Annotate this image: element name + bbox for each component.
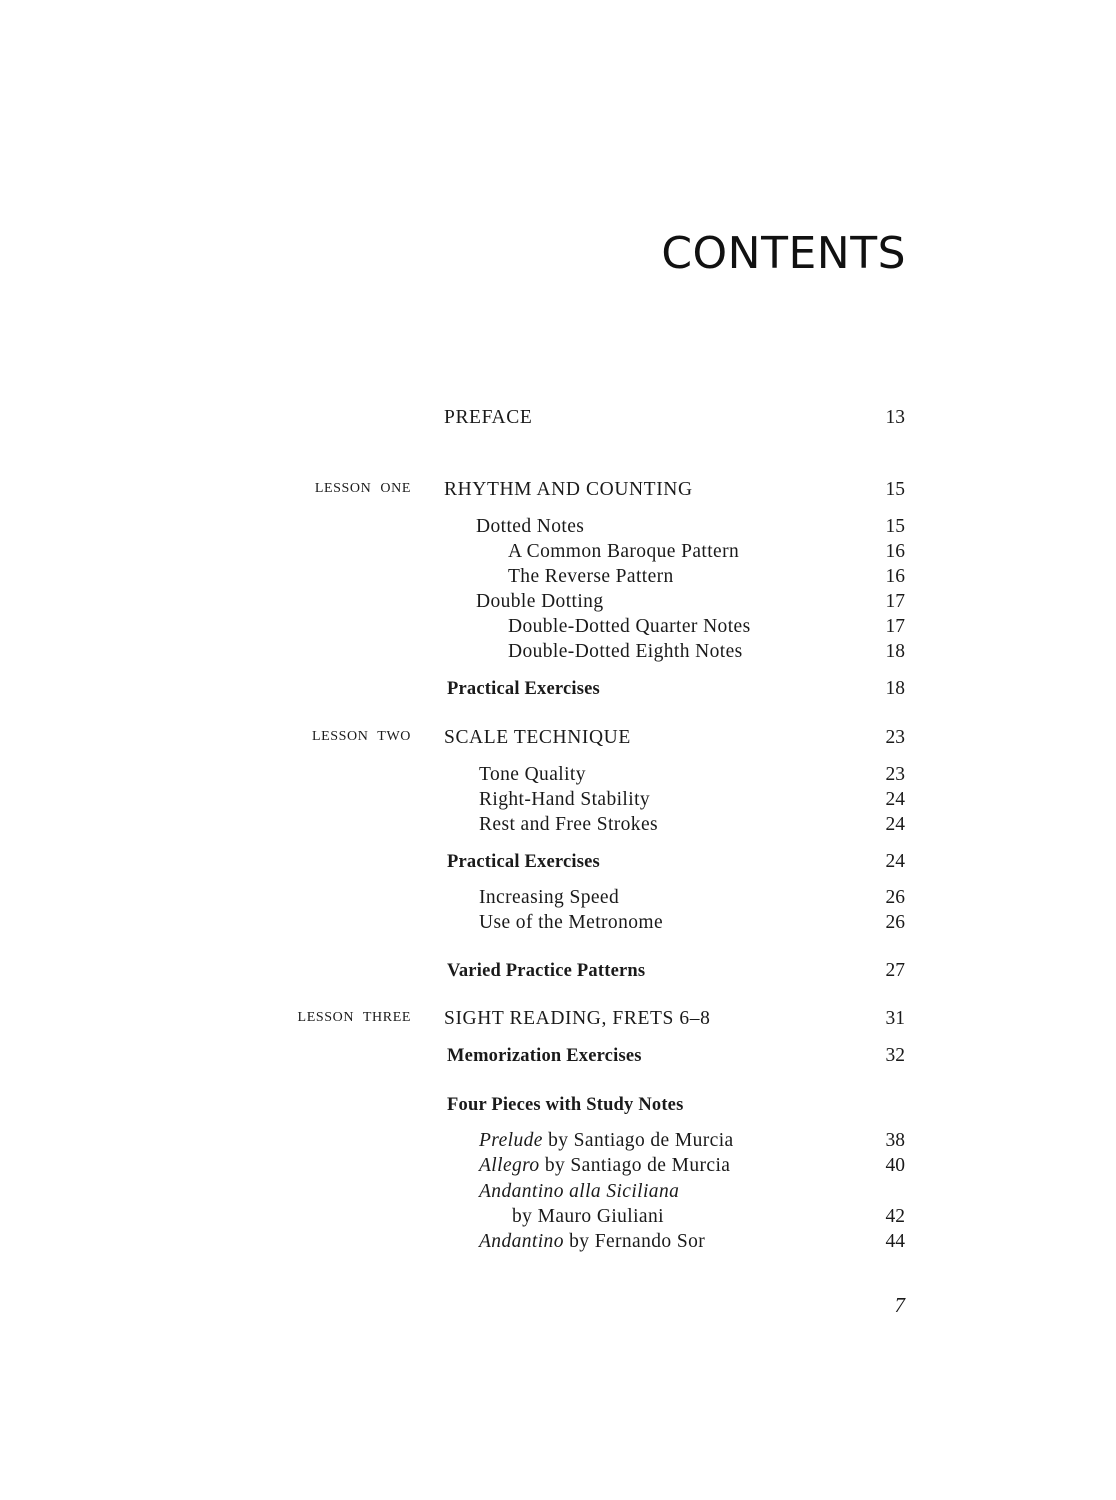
toc-entry (0, 911, 1116, 935)
toc-page-number: 17 (885, 591, 905, 612)
toc-entry-label: Practical Exercises (447, 852, 600, 872)
toc-entry (0, 886, 1116, 910)
toc-entry (0, 763, 1116, 787)
toc-entry-label: Practical Exercises (447, 679, 600, 699)
toc-entry-label: Four Pieces with Study Notes (447, 1095, 684, 1115)
toc-entry (0, 1093, 1116, 1117)
toc-entry-label: The Reverse Pattern (508, 566, 674, 587)
toc-page-number: 16 (885, 566, 905, 587)
toc-entry-label: Double Dotting (476, 591, 604, 612)
lesson-label: LESSON TWO (311, 729, 411, 744)
toc-entry (0, 677, 1116, 701)
lesson-label: LESSON ONE (314, 481, 411, 496)
toc-entry (0, 959, 1116, 983)
lesson-label: LESSON THREE (297, 1010, 411, 1025)
toc-entry-lesson-one (0, 478, 1116, 502)
toc-page-number: 18 (885, 641, 905, 662)
page-title: CONTENTS (661, 228, 906, 279)
toc-entry-label (479, 1154, 730, 1178)
toc-page-number: 40 (885, 1155, 905, 1176)
toc-entry-label: A Common Baroque Pattern (508, 541, 740, 562)
piece-title: Prelude (479, 1130, 543, 1151)
toc-page-number: 16 (885, 541, 905, 562)
toc-entry (0, 1154, 1116, 1178)
toc-entry-label: Increasing Speed (479, 887, 620, 908)
toc-entry-label: SIGHT READING, FRETS 6–8 (444, 1008, 711, 1029)
piece-title: Allegro (479, 1155, 540, 1176)
piece-composer: by Santiago de Murcia (539, 1155, 731, 1176)
toc-page-number: 23 (885, 727, 905, 748)
toc-page-number: 17 (885, 616, 905, 637)
toc-page-number: 13 (885, 407, 905, 428)
toc-entry (0, 1129, 1116, 1153)
piece-composer: by Santiago de Murcia (542, 1130, 734, 1151)
piece-composer: by Mauro Giuliani (512, 1206, 664, 1227)
toc-page-number: 38 (885, 1130, 905, 1151)
toc-page-number: 15 (885, 516, 905, 537)
piece-title: Andantino (479, 1231, 564, 1252)
toc-entry-label: Double-Dotted Eighth Notes (508, 641, 743, 662)
toc-entry-label: Memorization Exercises (447, 1046, 642, 1066)
toc-entry-label: Varied Practice Patterns (447, 961, 646, 981)
toc-entry (0, 1230, 1116, 1254)
toc-entry-label: Use of the Metronome (479, 912, 663, 933)
toc-page-number: 32 (885, 1045, 905, 1066)
toc-entry-label (479, 1129, 734, 1153)
toc-page-number: 26 (885, 887, 905, 908)
toc-entry-label: Rest and Free Strokes (479, 814, 658, 835)
toc-entry-label: Dotted Notes (476, 516, 585, 537)
toc-page-number: 24 (885, 789, 905, 810)
toc-page-number: 27 (885, 960, 905, 981)
toc-entry (0, 813, 1116, 837)
toc-entry-label: Tone Quality (479, 764, 586, 785)
toc-entry-preface (0, 406, 1116, 430)
toc-entry (0, 788, 1116, 812)
toc-page-number: 31 (885, 1008, 905, 1029)
toc-page-number: 44 (885, 1231, 905, 1252)
toc-entry-label: RHYTHM AND COUNTING (444, 479, 693, 500)
toc-entry-label (479, 1230, 705, 1254)
toc-entry-label: PREFACE (444, 407, 533, 428)
piece-title: Andantino alla Siciliana (479, 1181, 680, 1202)
toc-entry-lesson-three (0, 1007, 1116, 1031)
toc-entry (0, 640, 1116, 664)
toc-entry (0, 1205, 1116, 1229)
toc-entry-label: SCALE TECHNIQUE (444, 727, 631, 748)
toc-page-number: 23 (885, 764, 905, 785)
toc-entry-label: Right-Hand Stability (479, 789, 651, 810)
toc-page-number: 24 (885, 814, 905, 835)
toc-entry-label (479, 1180, 679, 1204)
toc-entry (0, 850, 1116, 874)
toc-entry (0, 565, 1116, 589)
toc-entry-label: Double-Dotted Quarter Notes (508, 616, 751, 637)
toc-entry (0, 515, 1116, 539)
toc-page-number: 24 (885, 851, 905, 872)
toc-page-number: 15 (885, 479, 905, 500)
toc-page-number: 42 (885, 1206, 905, 1227)
toc-entry (0, 615, 1116, 639)
toc-entry (0, 590, 1116, 614)
toc-entry (0, 1180, 1116, 1204)
piece-composer: by Fernando Sor (563, 1231, 706, 1252)
toc-page-number: 26 (885, 912, 905, 933)
toc-entry (0, 540, 1116, 564)
toc-entry (0, 1044, 1116, 1068)
page-number-folio: 7 (894, 1293, 905, 1317)
toc-page-number: 18 (885, 678, 905, 699)
toc-entry-lesson-two (0, 726, 1116, 750)
